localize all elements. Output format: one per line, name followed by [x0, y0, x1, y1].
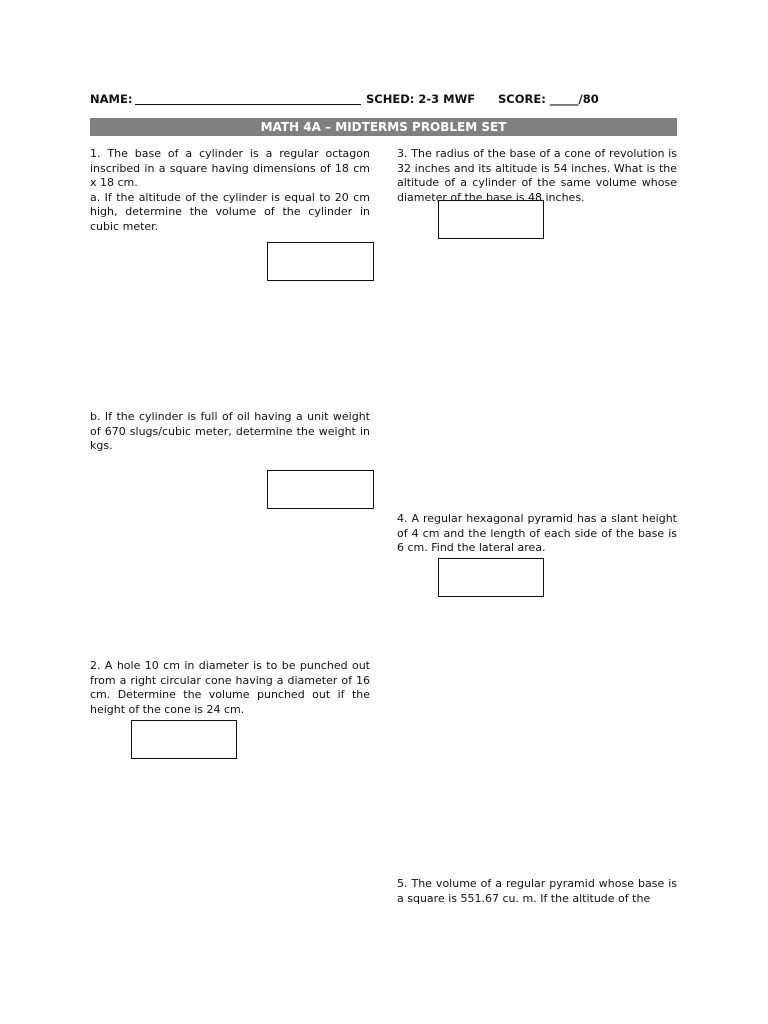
- answer-box-2[interactable]: [131, 720, 237, 759]
- name-label: NAME:: [90, 92, 133, 106]
- question-5-text: 5. The volume of a regular pyramid whose base is a square is 551.67 cu. m. If the altitude of the: [397, 877, 677, 905]
- answer-box-3[interactable]: [438, 200, 544, 239]
- question-1-intro: 1. The base of a cylinder is a regular octagon inscribed in a square having dimensions of 18 cm x 18 cm.: [90, 147, 370, 190]
- question-4-text: 4. A regular hexagonal pyramid has a slant height of 4 cm and the length of each side of the base is 6 cm. Find the lateral area.: [397, 512, 677, 555]
- answer-box-4[interactable]: [438, 558, 544, 597]
- question-3-text: 3. The radius of the base of a cone of revolution is 32 inches and its altitude is 54 inches. What is the altitude of a cylinder of the same volume whose diameter of the base is 48 inches.: [397, 147, 677, 204]
- question-1a: a. If the altitude of the cylinder is equal to 20 cm high, determine the volume of the cylinder in cubic meter.: [90, 190, 370, 233]
- question-2: [90, 659, 370, 717]
- schedule-label: SCHED: 2-3 MWF: [366, 92, 476, 106]
- name-field[interactable]: [135, 104, 361, 105]
- score-label: SCORE: _____/80: [498, 92, 599, 106]
- question-3: [397, 147, 677, 205]
- question-1: [90, 147, 370, 235]
- question-4: [397, 512, 677, 556]
- question-5: [397, 877, 677, 906]
- answer-box-1b[interactable]: [267, 470, 374, 509]
- header-row: [90, 92, 690, 108]
- question-1b: [90, 410, 370, 454]
- question-1b-text: b. If the cylinder is full of oil having a unit weight of 670 slugs/cubic meter, determine the weight in kgs.: [90, 410, 370, 453]
- question-2-text: 2. A hole 10 cm in diameter is to be punched out from a right circular cone having a diameter of 16 cm. Determine the volume punched out if the height of the cone is 24 cm.: [90, 659, 370, 716]
- page-title: MATH 4A – MIDTERMS PROBLEM SET: [90, 118, 677, 136]
- answer-box-1a[interactable]: [267, 242, 374, 281]
